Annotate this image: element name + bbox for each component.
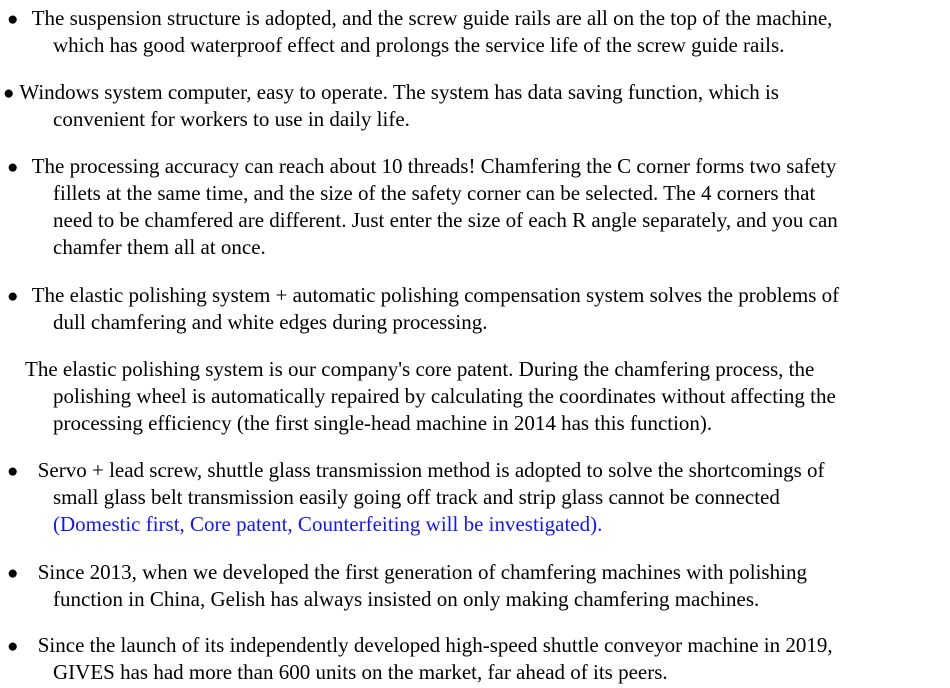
paragraph-line: The elastic polishing system + automatic polishing compensation system solves the problems of bbox=[31, 283, 840, 307]
paragraph-line: which has good waterproof effect and prolongs the service life of the screw guide rails. bbox=[53, 33, 785, 57]
paragraph-line: convenient for workers to use in daily life. bbox=[53, 107, 410, 131]
feature-servo-lead-screw bbox=[0, 457, 946, 538]
paragraph-line: small glass belt transmission easily going off track and strip glass cannot be connected bbox=[53, 485, 780, 509]
paragraph-line: The elastic polishing system is our company's core patent. During the chamfering process, the bbox=[25, 357, 815, 381]
bullet-icon: ● bbox=[7, 157, 19, 178]
paragraph-line: The suspension structure is adopted, and the screw guide rails are all on the top of the machine, bbox=[31, 6, 833, 30]
paragraph-line: function in China, Gelish has always insisted on only making chamfering machines. bbox=[53, 587, 760, 611]
feature-elastic-polishing bbox=[0, 282, 946, 336]
paragraph-line: chamfer them all at once. bbox=[53, 235, 266, 259]
paragraph-line: processing efficiency (the first single-head machine in 2014 has this function). bbox=[53, 411, 713, 435]
feature-core-patent bbox=[0, 356, 946, 437]
bullet-icon: ● bbox=[7, 461, 19, 482]
paragraph-line: The processing accuracy can reach about 10 threads! Chamfering the C corner forms two safety bbox=[31, 154, 837, 178]
bullet-icon: ● bbox=[3, 83, 15, 104]
feature-shuttle-conveyor bbox=[0, 632, 946, 686]
feature-suspension-structure bbox=[0, 5, 946, 59]
bullet-icon: ● bbox=[7, 9, 19, 30]
bullet-icon: ● bbox=[7, 636, 19, 657]
feature-processing-accuracy bbox=[0, 153, 946, 261]
patent-note: (Domestic first, Core patent, Counterfeiting will be investigated). bbox=[53, 512, 603, 536]
feature-since-2013 bbox=[0, 559, 946, 613]
paragraph-line: polishing wheel is automatically repaired by calculating the coordinates without affecting the bbox=[53, 384, 836, 408]
paragraph-line: need to be chamfered are different. Just enter the size of each R angle separately, and you can bbox=[53, 208, 838, 232]
paragraph-line: dull chamfering and white edges during processing. bbox=[53, 310, 488, 334]
paragraph-line: fillets at the same time, and the size of the safety corner can be selected. The 4 corners that bbox=[53, 181, 816, 205]
paragraph-line: Since the launch of its independently developed high-speed shuttle conveyor machine in 2019, bbox=[37, 633, 833, 657]
paragraph-line: GIVES has had more than 600 units on the market, far ahead of its peers. bbox=[53, 660, 668, 684]
bullet-icon: ● bbox=[7, 286, 19, 307]
paragraph-line: Since 2013, when we developed the first generation of chamfering machines with polishing bbox=[37, 560, 807, 584]
bullet-icon: ● bbox=[7, 563, 19, 584]
paragraph-line: Servo + lead screw, shuttle glass transmission method is adopted to solve the shortcomings of bbox=[37, 458, 825, 482]
paragraph-line: Windows system computer, easy to operate. The system has data saving function, which is bbox=[19, 80, 779, 104]
feature-windows-system bbox=[0, 79, 946, 133]
